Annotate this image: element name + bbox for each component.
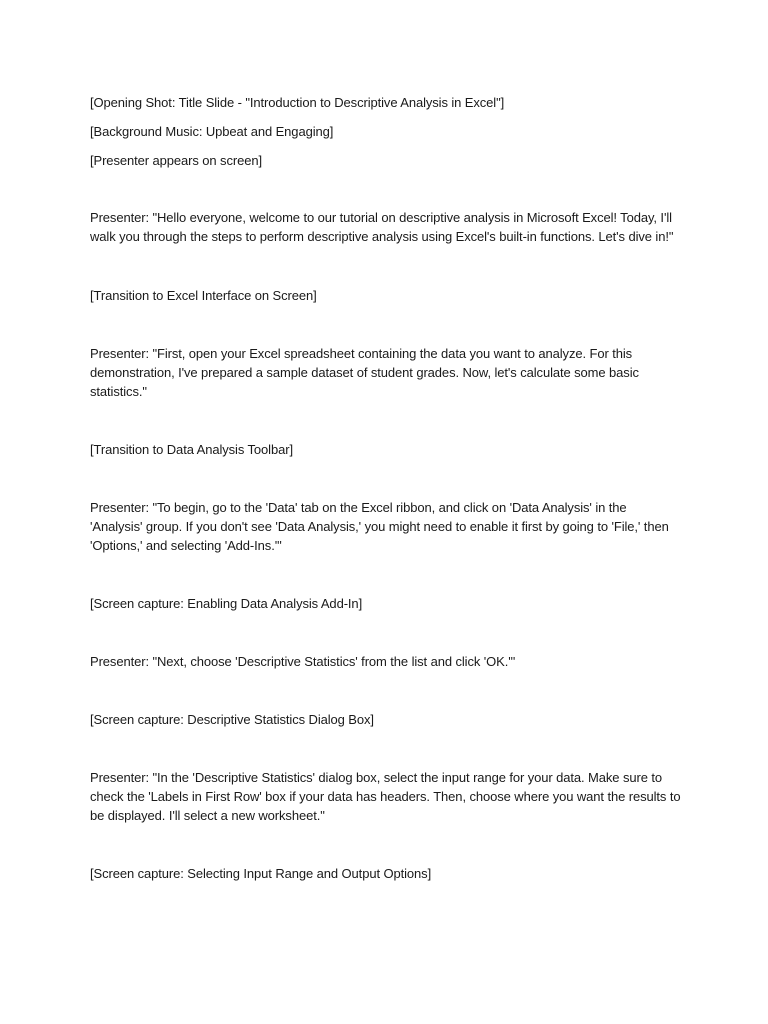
paragraph-presenter-dialog-box	[90, 768, 680, 825]
paragraph-presenter-appears	[90, 151, 262, 170]
paragraph-screen-capture-input-range	[90, 864, 431, 883]
paragraph-screen-capture-addin	[90, 594, 362, 613]
text-line: [Background Music: Upbeat and Engaging]	[90, 124, 334, 139]
paragraph-transition-toolbar	[90, 440, 293, 459]
text-line: [Screen capture: Selecting Input Range and Output Options]	[90, 866, 432, 881]
text-line: [Presenter appears on screen]	[90, 153, 262, 168]
paragraph-background-music	[90, 122, 333, 141]
text-line: [Screen capture: Descriptive Statistics Dialog Box]	[90, 712, 374, 727]
text-line: Presenter: "In the 'Descriptive Statistics' dialog box, select the input range for your data. Make sure to	[90, 770, 662, 785]
paragraph-presenter-data-tab	[90, 498, 669, 555]
text-line: Presenter: "Hello everyone, welcome to our tutorial on descriptive analysis in Microsoft Excel! Today, I'll	[90, 210, 672, 225]
text-line: be displayed. I'll select a new worksheet."	[90, 808, 325, 823]
text-line: Presenter: "To begin, go to the 'Data' tab on the Excel ribbon, and click on 'Data Analysis' in the	[90, 500, 627, 515]
text-line: check the 'Labels in First Row' box if your data has headers. Then, choose where you want the results to	[90, 789, 681, 804]
paragraph-presenter-open-spreadsheet	[90, 344, 639, 401]
text-line: Presenter: "Next, choose 'Descriptive Statistics' from the list and click 'OK.'"	[90, 654, 516, 669]
text-line: [Transition to Data Analysis Toolbar]	[90, 442, 293, 457]
text-line: 'Options,' and selecting 'Add-Ins.'"	[90, 538, 282, 553]
text-line: [Opening Shot: Title Slide - "Introduction to Descriptive Analysis in Excel"]	[90, 95, 505, 110]
text-line: [Screen capture: Enabling Data Analysis Add-In]	[90, 596, 363, 611]
paragraph-presenter-intro	[90, 208, 673, 246]
text-line: 'Analysis' group. If you don't see 'Data Analysis,' you might need to enable it first by going to 'File,' then	[90, 519, 669, 534]
paragraph-screen-capture-dialog	[90, 710, 374, 729]
text-line: statistics."	[90, 384, 147, 399]
text-line: [Transition to Excel Interface on Screen]	[90, 288, 317, 303]
paragraph-transition-excel	[90, 286, 317, 305]
paragraph-opening-shot	[90, 93, 504, 112]
text-line: demonstration, I've prepared a sample dataset of student grades. Now, let's calculate some basic	[90, 365, 639, 380]
paragraph-presenter-choose-stats	[90, 652, 515, 671]
text-line: Presenter: "First, open your Excel spreadsheet containing the data you want to analyze. For this	[90, 346, 633, 361]
text-line: walk you through the steps to perform descriptive analysis using Excel's built-in functions. Let's dive in!"	[90, 229, 674, 244]
